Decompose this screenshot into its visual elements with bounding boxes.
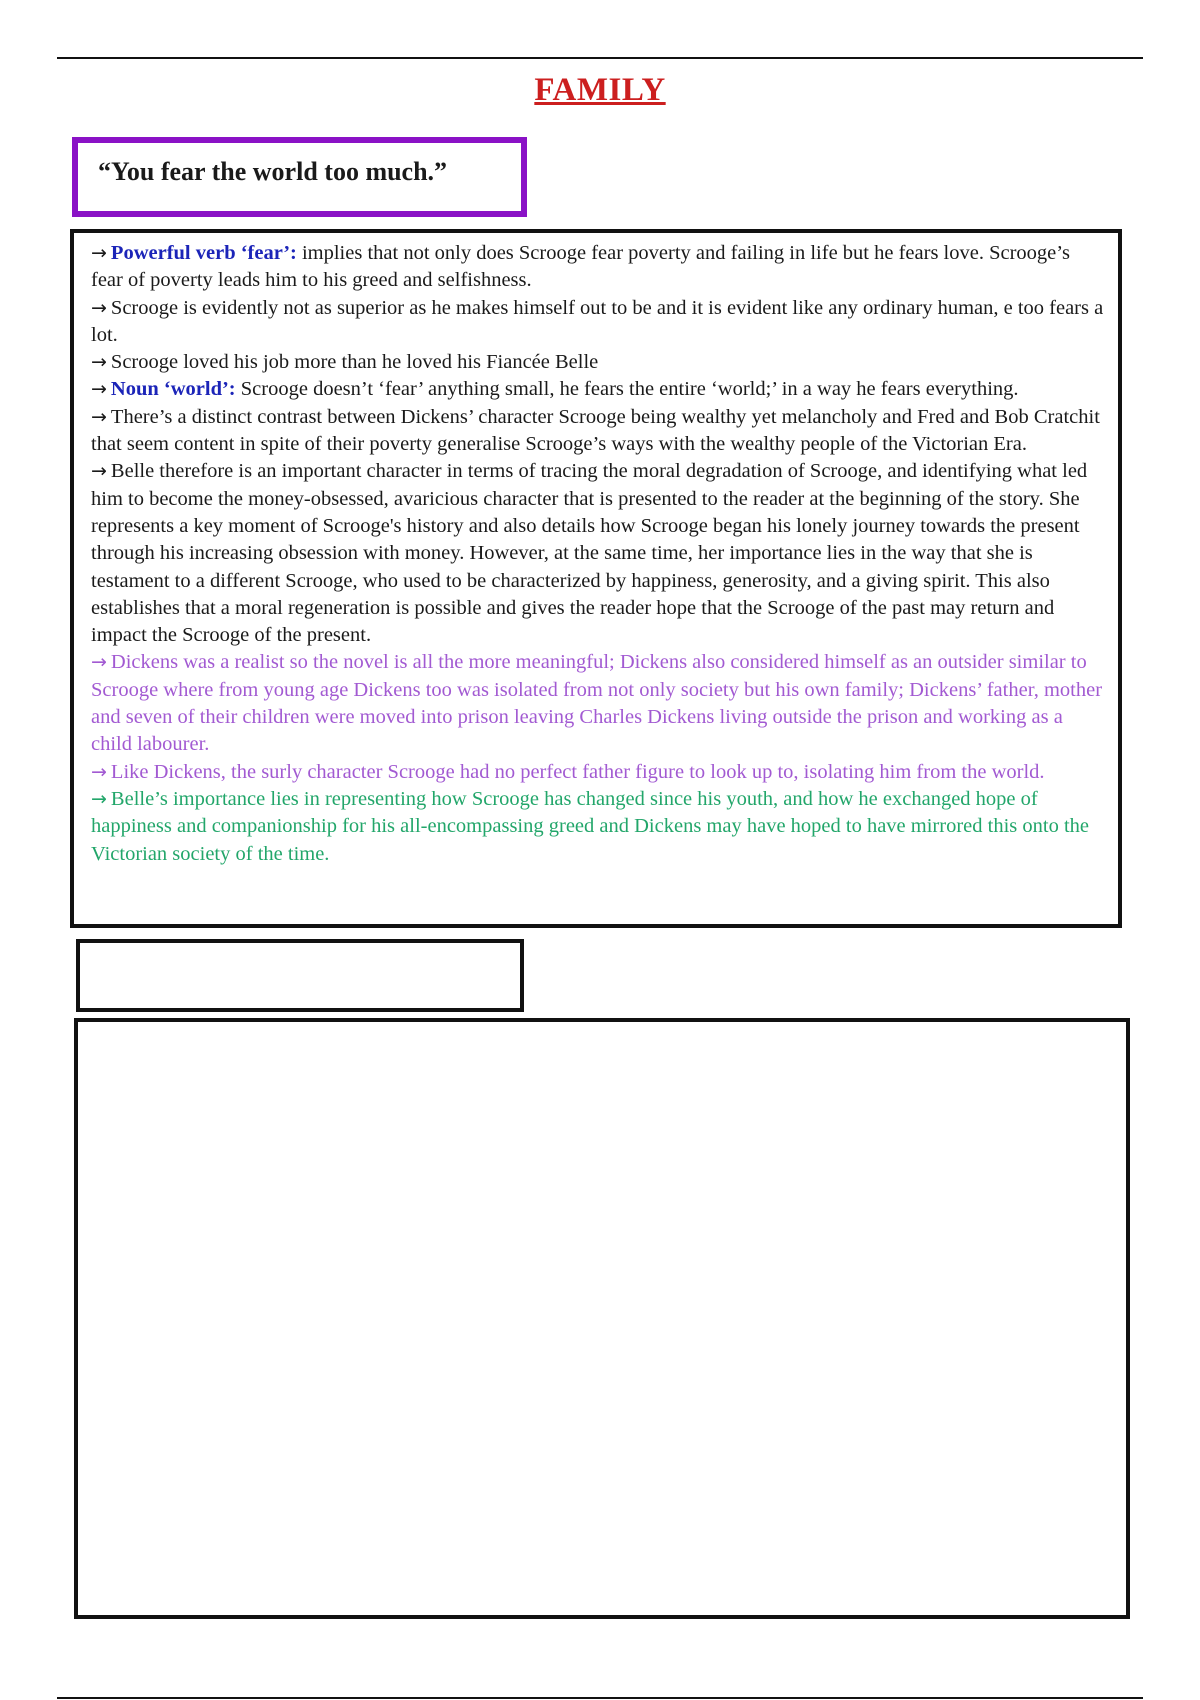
quote-box: [72, 137, 527, 217]
note-keyword: Noun ‘world’:: [110, 378, 236, 401]
arrow-icon: →: [91, 242, 107, 264]
note-item: [91, 349, 1104, 376]
empty-notes-box: [74, 1018, 1130, 1619]
page-title: FAMILY: [534, 72, 666, 108]
quote-text: “You fear the world too much.”: [98, 157, 448, 186]
top-rule: [57, 57, 1143, 59]
note-text: Belle therefore is an important character in terms of tracing the moral degradation of Scrooge, and identifying what led him to become the money-obsessed, avaricious character that is presented to the reader at the beginning of the story. She represents a key moment of Scrooge's history and also details how Scrooge began his lonely journey towards the present through his increasing obsession with money. However, at the same time, her importance lies in the way that she is testament to a different Scrooge, who used to be characterized by happiness, generosity, and a giving spirit. This also establishes that a moral regeneration is possible and gives the reader hope that the Scrooge of the past may return and impact the Scrooge of the present.: [91, 460, 1088, 647]
note-text: There’s a distinct contrast between Dickens’ character Scrooge being wealthy yet melancholy and Fred and Bob Cratchit that seem content in spite of their poverty generalise Scrooge’s ways with the wealthy people of the Victorian Era.: [91, 405, 1100, 456]
note-item-context: [91, 759, 1104, 786]
arrow-icon: →: [91, 787, 107, 810]
note-text: Scrooge is evidently not as superior as he makes himself out to be and it is evident like any ordinary human, e too fears a lot.: [91, 296, 1104, 346]
note-item-context: [91, 649, 1104, 758]
note-text: Dickens was a realist so the novel is all the more meaningful; Dickens also considered himself as an outsider similar to Scrooge where from young age Dickens too was isolated from not only society but his own family; Dickens’ father, mother and seven of their children were moved into prison leaving Charles Dickens living outside the prison and working as a child labourer.: [91, 651, 1103, 756]
note-item: [91, 458, 1104, 649]
arrow-icon: →: [91, 760, 107, 783]
note-text: Belle’s importance lies in representing how Scrooge has changed since his youth, and how he exchanged hope of happiness and companionship for his all-encompassing greed and Dickens may have hoped to have mirrored this onto the Victorian society of the time.: [91, 787, 1089, 865]
note-text: Scrooge loved his job more than he loved his Fiancée Belle: [110, 351, 599, 374]
note-keyword: Powerful verb ‘fear’:: [110, 242, 297, 264]
analysis-notes: [70, 229, 1122, 928]
note-item: [91, 404, 1104, 459]
arrow-icon: →: [91, 378, 107, 401]
note-item: [91, 376, 1104, 403]
note-text: Like Dickens, the surly character Scrooge had no perfect father figure to look up to, isolating him from the world.: [110, 760, 1045, 783]
note-item: [91, 295, 1104, 350]
arrow-icon: →: [91, 460, 107, 483]
note-text: Scrooge doesn’t ‘fear’ anything small, he fears the entire ‘world;’ in a way he fears everything.: [235, 378, 1019, 401]
arrow-icon: →: [91, 405, 107, 428]
note-text: implies that not only does Scrooge fear poverty and failing in life but he fears love. Scrooge’s fear of poverty leads him to his greed and selfishness.: [91, 242, 1070, 292]
arrow-icon: →: [91, 651, 107, 674]
note-item: [91, 240, 1104, 295]
bottom-rule: [57, 1697, 1143, 1699]
empty-quote-box: [76, 939, 524, 1012]
arrow-icon: →: [91, 351, 107, 374]
note-item-theme: [91, 786, 1104, 868]
arrow-icon: →: [91, 296, 107, 319]
